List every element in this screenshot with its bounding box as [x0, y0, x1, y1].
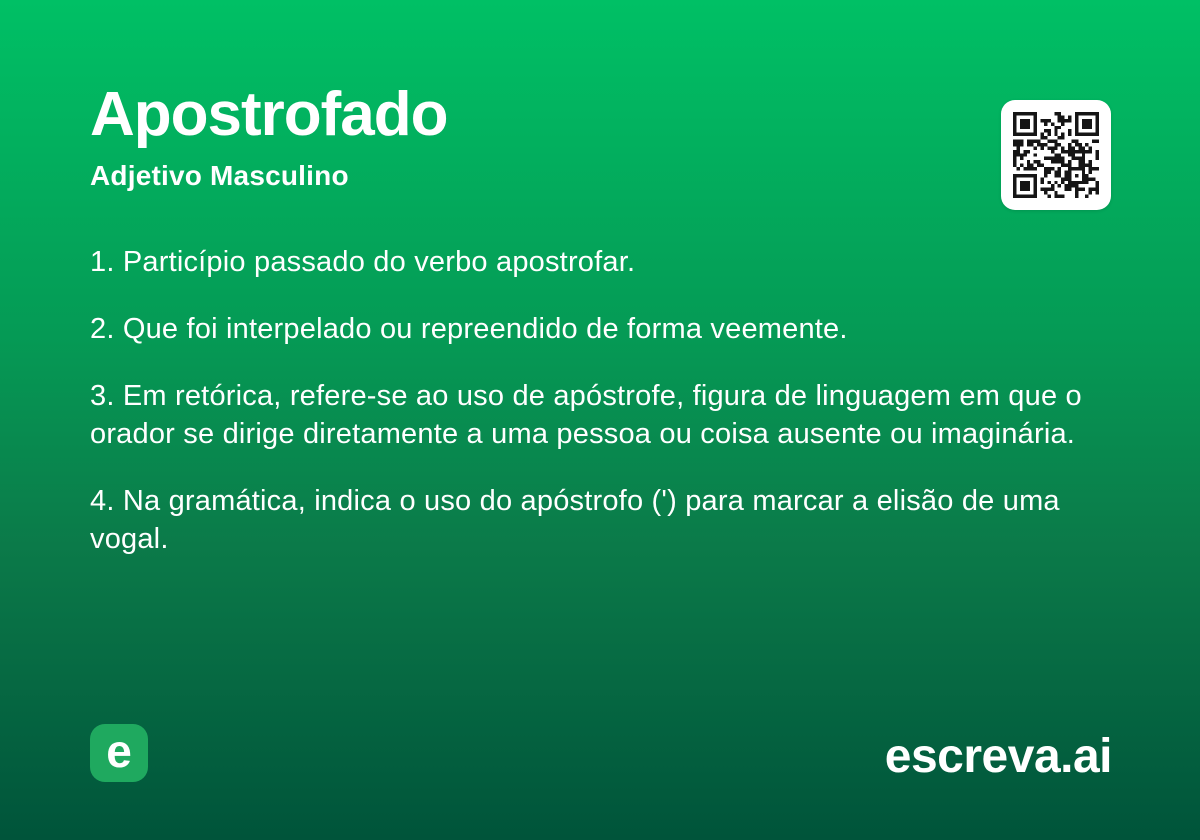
brand-wordmark: escreva.ai — [884, 730, 1112, 783]
definition-item: 1. Particípio passado do verbo apostrofar. — [90, 246, 636, 278]
qr-code-icon — [1013, 112, 1099, 198]
definition-item: 3. Em retórica, refere-se ao uso de apóstrofe, figura de linguagem em que o orador se dirige diretamente a uma pessoa ou coisa ausente ou imaginária. — [90, 380, 1082, 450]
card-header — [90, 80, 448, 192]
page-title: Apostrofado — [90, 80, 448, 149]
definitions-list — [90, 243, 1110, 587]
word-class-subtitle: Adjetivo Masculino — [90, 160, 349, 191]
brand-logo-tile — [90, 724, 148, 782]
definition-item: 4. Na gramática, indica o uso do apóstrofo (') para marcar a elisão de uma vogal. — [90, 485, 1060, 555]
brand-logo-letter-icon: e — [106, 725, 132, 777]
qr-code-tile — [1001, 100, 1111, 210]
definition-item: 2. Que foi interpelado ou repreendido de forma veemente. — [90, 313, 848, 345]
